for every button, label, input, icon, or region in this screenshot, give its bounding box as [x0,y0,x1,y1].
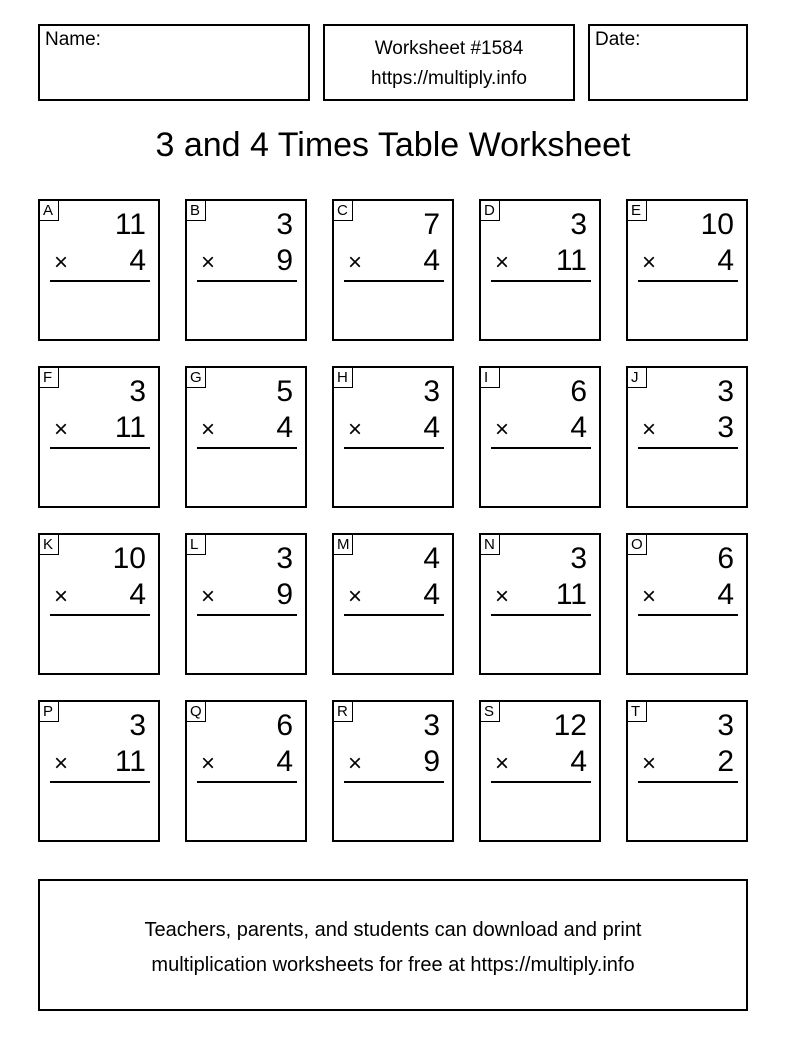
answer-line [344,781,444,783]
worksheet-info-box [323,24,575,101]
problem-bottom-number: 4 [570,411,587,444]
problem-letter: L [187,535,206,555]
times-symbol: × [495,750,510,777]
answer-line [50,447,150,449]
problem-letter: N [481,535,500,555]
problem-box[interactable] [332,700,454,842]
problem-letter: J [628,368,647,388]
problem-letter: F [40,368,59,388]
name-field-box[interactable] [38,24,310,101]
answer-line [491,447,591,449]
problem-top-number: 3 [276,208,293,241]
page-title: 3 and 4 Times Table Worksheet [155,126,631,164]
problem-top-number: 3 [570,208,587,241]
answer-line [638,781,738,783]
answer-line [50,280,150,282]
problem-box[interactable] [479,700,601,842]
problem-bottom-number: 4 [423,411,440,444]
problem-bottom-number: 4 [423,578,440,611]
problem-bottom-number: 4 [276,745,293,778]
problem-top-number: 11 [114,208,146,241]
problem-bottom-number: 4 [423,244,440,277]
answer-line [344,614,444,616]
date-field-box[interactable] [588,24,748,101]
problem-box[interactable] [185,366,307,508]
problem-box[interactable] [626,533,748,675]
times-symbol: × [642,416,657,443]
answer-line [344,447,444,449]
problem-letter: M [334,535,353,555]
answer-line [50,614,150,616]
problem-top-number: 6 [570,375,587,408]
problem-letter: D [481,201,500,221]
problem-letter: K [40,535,59,555]
problem-bottom-number: 11 [114,411,146,444]
footer-line-1: Teachers, parents, and students can download and print [144,919,642,941]
problem-top-number: 4 [423,542,440,575]
problem-top-number: 12 [553,709,587,742]
problem-top-number: 3 [423,709,440,742]
problem-box[interactable] [38,199,160,341]
answer-line [491,781,591,783]
answer-line [50,781,150,783]
times-symbol: × [201,416,216,443]
problem-letter: A [40,201,59,221]
problem-top-number: 6 [717,542,734,575]
times-symbol: × [348,583,363,610]
problem-box[interactable] [38,700,160,842]
problem-letter: Q [187,702,206,722]
answer-line [197,447,297,449]
problem-top-number: 3 [570,542,587,575]
worksheet-number: Worksheet #1584 [374,38,524,59]
problem-box[interactable] [185,199,307,341]
times-symbol: × [495,416,510,443]
footer-box [38,879,748,1011]
problem-letter: G [187,368,206,388]
problem-bottom-number: 11 [555,244,587,277]
problem-letter: I [481,368,500,388]
problem-box[interactable] [626,700,748,842]
times-symbol: × [201,249,216,276]
problem-bottom-number: 4 [276,411,293,444]
problem-bottom-number: 4 [570,745,587,778]
times-symbol: × [348,416,363,443]
times-symbol: × [642,750,657,777]
problem-letter: H [334,368,353,388]
problem-top-number: 10 [700,208,734,241]
problem-bottom-number: 4 [129,578,146,611]
problem-box[interactable] [185,700,307,842]
times-symbol: × [54,583,69,610]
problem-box[interactable] [626,199,748,341]
problem-bottom-number: 4 [129,244,146,277]
problem-bottom-number: 9 [276,244,293,277]
answer-line [491,614,591,616]
problem-bottom-number: 4 [717,578,734,611]
problem-box[interactable] [38,366,160,508]
times-symbol: × [54,416,69,443]
worksheet-url: https://multiply.info [371,68,527,89]
answer-line [197,280,297,282]
times-symbol: × [348,750,363,777]
problem-top-number: 3 [276,542,293,575]
problem-letter: S [481,702,500,722]
problem-box[interactable] [332,533,454,675]
date-label: Date: [595,29,641,50]
times-symbol: × [495,583,510,610]
problem-bottom-number: 11 [114,745,146,778]
times-symbol: × [54,249,69,276]
answer-line [197,781,297,783]
footer-line-2: multiplication worksheets for free at https://multiply.info [151,954,635,976]
problem-top-number: 3 [423,375,440,408]
problem-top-number: 3 [129,709,146,742]
problem-letter: O [628,535,647,555]
problem-letter: R [334,702,353,722]
times-symbol: × [201,583,216,610]
problem-letter: P [40,702,59,722]
problem-box[interactable] [332,366,454,508]
times-symbol: × [54,750,69,777]
problem-box[interactable] [185,533,307,675]
answer-line [638,447,738,449]
problem-top-number: 3 [717,709,734,742]
times-symbol: × [642,249,657,276]
problem-bottom-number: 11 [555,578,587,611]
answer-line [197,614,297,616]
problem-top-number: 3 [717,375,734,408]
problem-bottom-number: 9 [423,745,440,778]
problem-bottom-number: 4 [717,244,734,277]
problem-top-number: 10 [112,542,146,575]
problem-letter: B [187,201,206,221]
problem-box[interactable] [479,366,601,508]
times-symbol: × [642,583,657,610]
problem-top-number: 6 [276,709,293,742]
problem-box[interactable] [332,199,454,341]
problem-box[interactable] [479,533,601,675]
problem-bottom-number: 3 [717,411,734,444]
problem-bottom-number: 9 [276,578,293,611]
answer-line [638,614,738,616]
problem-box[interactable] [479,199,601,341]
problem-letter: C [334,201,353,221]
problem-top-number: 5 [276,375,293,408]
name-label: Name: [45,29,101,50]
times-symbol: × [201,750,216,777]
answer-line [344,280,444,282]
problem-letter: E [628,201,647,221]
answer-line [491,280,591,282]
answer-line [638,280,738,282]
problem-top-number: 3 [129,375,146,408]
problem-box[interactable] [626,366,748,508]
problem-letter: T [628,702,647,722]
problem-bottom-number: 2 [717,745,734,778]
times-symbol: × [348,249,363,276]
times-symbol: × [495,249,510,276]
problem-top-number: 7 [423,208,440,241]
problem-box[interactable] [38,533,160,675]
